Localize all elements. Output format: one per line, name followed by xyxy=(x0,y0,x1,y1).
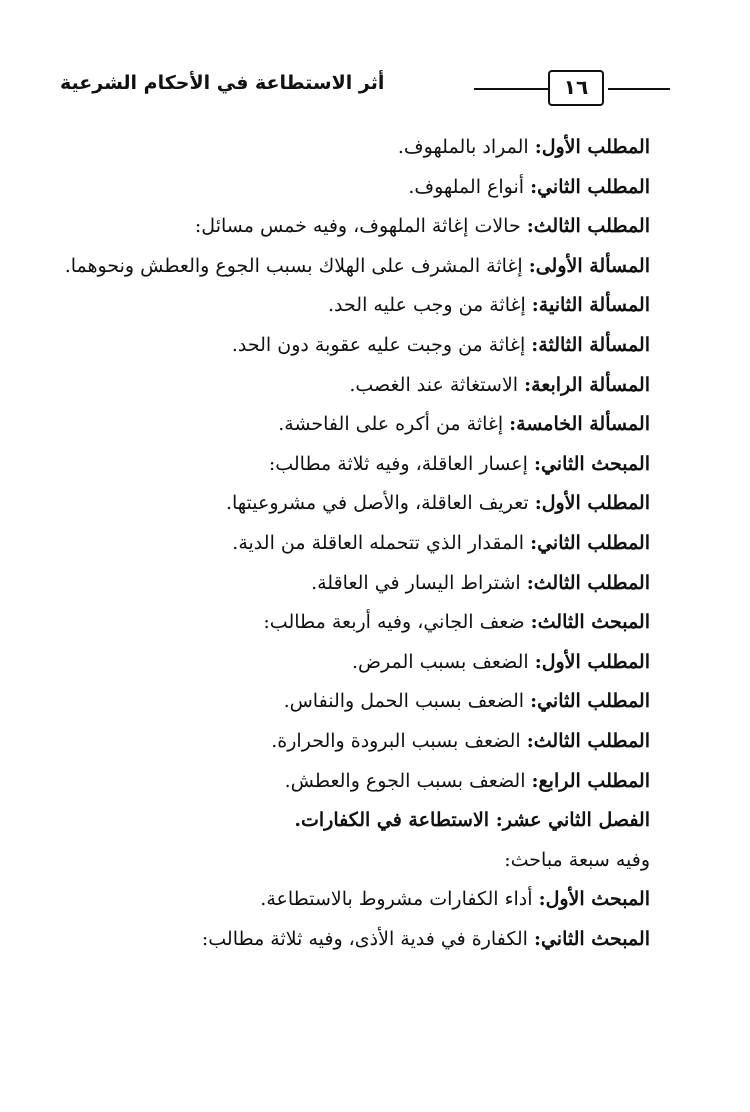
toc-line xyxy=(60,247,650,287)
toc-text: حالات إغاثة الملهوف، وفيه خمس مسائل: xyxy=(194,215,527,238)
toc-text: أداء الكفارات مشروط بالاستطاعة. xyxy=(260,888,539,911)
toc-text: الاستطاعة في الكفارات. xyxy=(294,809,496,832)
toc-label: المبحث الثالث: xyxy=(530,611,650,634)
toc-line xyxy=(60,326,650,366)
running-header xyxy=(60,66,670,110)
toc-text: الضعف بسبب الحمل والنفاس. xyxy=(283,690,531,713)
header-rule-middle xyxy=(474,88,548,90)
toc-label: المطلب الثالث: xyxy=(526,729,650,752)
toc-label: المبحث الثاني: xyxy=(533,927,650,950)
toc-label: المطلب الأول: xyxy=(534,650,650,673)
toc-line xyxy=(60,405,650,445)
toc-line xyxy=(60,128,650,168)
toc-label: المبحث الأول: xyxy=(538,888,650,911)
toc-label: المطلب الأول: xyxy=(534,136,650,158)
toc-text: المراد بالملهوف. xyxy=(397,136,535,158)
toc-text: إغاثة من أكره على الفاحشة. xyxy=(278,413,510,436)
toc-text: وفيه سبعة مباحث: xyxy=(504,848,650,871)
toc-label: المسألة الثالثة: xyxy=(531,333,650,356)
toc-line xyxy=(60,445,650,485)
toc-line xyxy=(60,762,650,802)
chapter-heading xyxy=(60,801,650,841)
header-rule-right xyxy=(608,88,670,90)
toc-text: تعريف العاقلة، والأصل في مشروعيتها. xyxy=(225,492,535,515)
toc-label: المسألة الثانية: xyxy=(531,294,650,317)
toc-line xyxy=(60,682,650,722)
toc-line xyxy=(60,168,650,208)
toc-label: المسألة الأولى: xyxy=(528,254,650,277)
toc-line xyxy=(60,643,650,683)
toc-line xyxy=(60,880,650,920)
toc-line xyxy=(60,286,650,326)
toc-label: المطلب الثاني: xyxy=(530,690,650,713)
toc-text: الضعف بسبب المرض. xyxy=(352,650,535,673)
toc-line xyxy=(60,920,650,960)
toc-text: إغاثة المشرف على الهلاك بسبب الجوع والعطش ونحوهما. xyxy=(64,254,529,277)
toc-label: المطلب الثالث: xyxy=(526,215,650,238)
toc-text: الضعف بسبب البرودة والحرارة. xyxy=(271,729,527,752)
toc-line xyxy=(60,722,650,762)
toc-label: المطلب الثالث: xyxy=(526,571,650,594)
toc-label: المسألة الخامسة: xyxy=(509,413,650,436)
toc-label: المسألة الرابعة: xyxy=(524,373,650,396)
toc-label: الفصل الثاني عشر: xyxy=(495,809,650,832)
toc-line xyxy=(60,207,650,247)
book-title: أثر الاستطاعة في الأحكام الشرعية xyxy=(60,72,385,94)
toc-label: المطلب الأول: xyxy=(534,492,650,515)
toc-label: المطلب الثاني: xyxy=(530,531,650,554)
toc-text: إغاثة من وجب عليه الحد. xyxy=(328,294,532,317)
toc-text: إغاثة من وجبت عليه عقوبة دون الحد. xyxy=(231,333,532,356)
toc-line xyxy=(60,366,650,406)
toc-text: اشتراط اليسار في العاقلة. xyxy=(311,571,527,594)
page-number: ١٦ xyxy=(548,70,604,106)
toc-label: المطلب الثاني: xyxy=(530,175,650,198)
toc-text: الاستغاثة عند الغصب. xyxy=(349,373,525,396)
toc-line xyxy=(60,524,650,564)
toc-text: إعسار العاقلة، وفيه ثلاثة مطالب: xyxy=(268,452,534,475)
toc-line xyxy=(60,603,650,643)
toc-text: أنواع الملهوف. xyxy=(408,175,531,198)
toc-label: المبحث الثاني: xyxy=(533,452,650,475)
toc-text: المقدار الذي تتحمله العاقلة من الدية. xyxy=(232,531,531,554)
toc-line xyxy=(60,564,650,604)
toc-text: الكفارة في فدية الأذى، وفيه ثلاثة مطالب: xyxy=(201,927,534,950)
toc-line xyxy=(60,484,650,524)
table-of-contents xyxy=(60,128,650,959)
toc-line xyxy=(60,841,650,881)
toc-text: ضعف الجاني، وفيه أربعة مطالب: xyxy=(263,611,531,634)
toc-text: الضعف بسبب الجوع والعطش. xyxy=(284,769,532,792)
toc-label: المطلب الرابع: xyxy=(531,769,650,792)
